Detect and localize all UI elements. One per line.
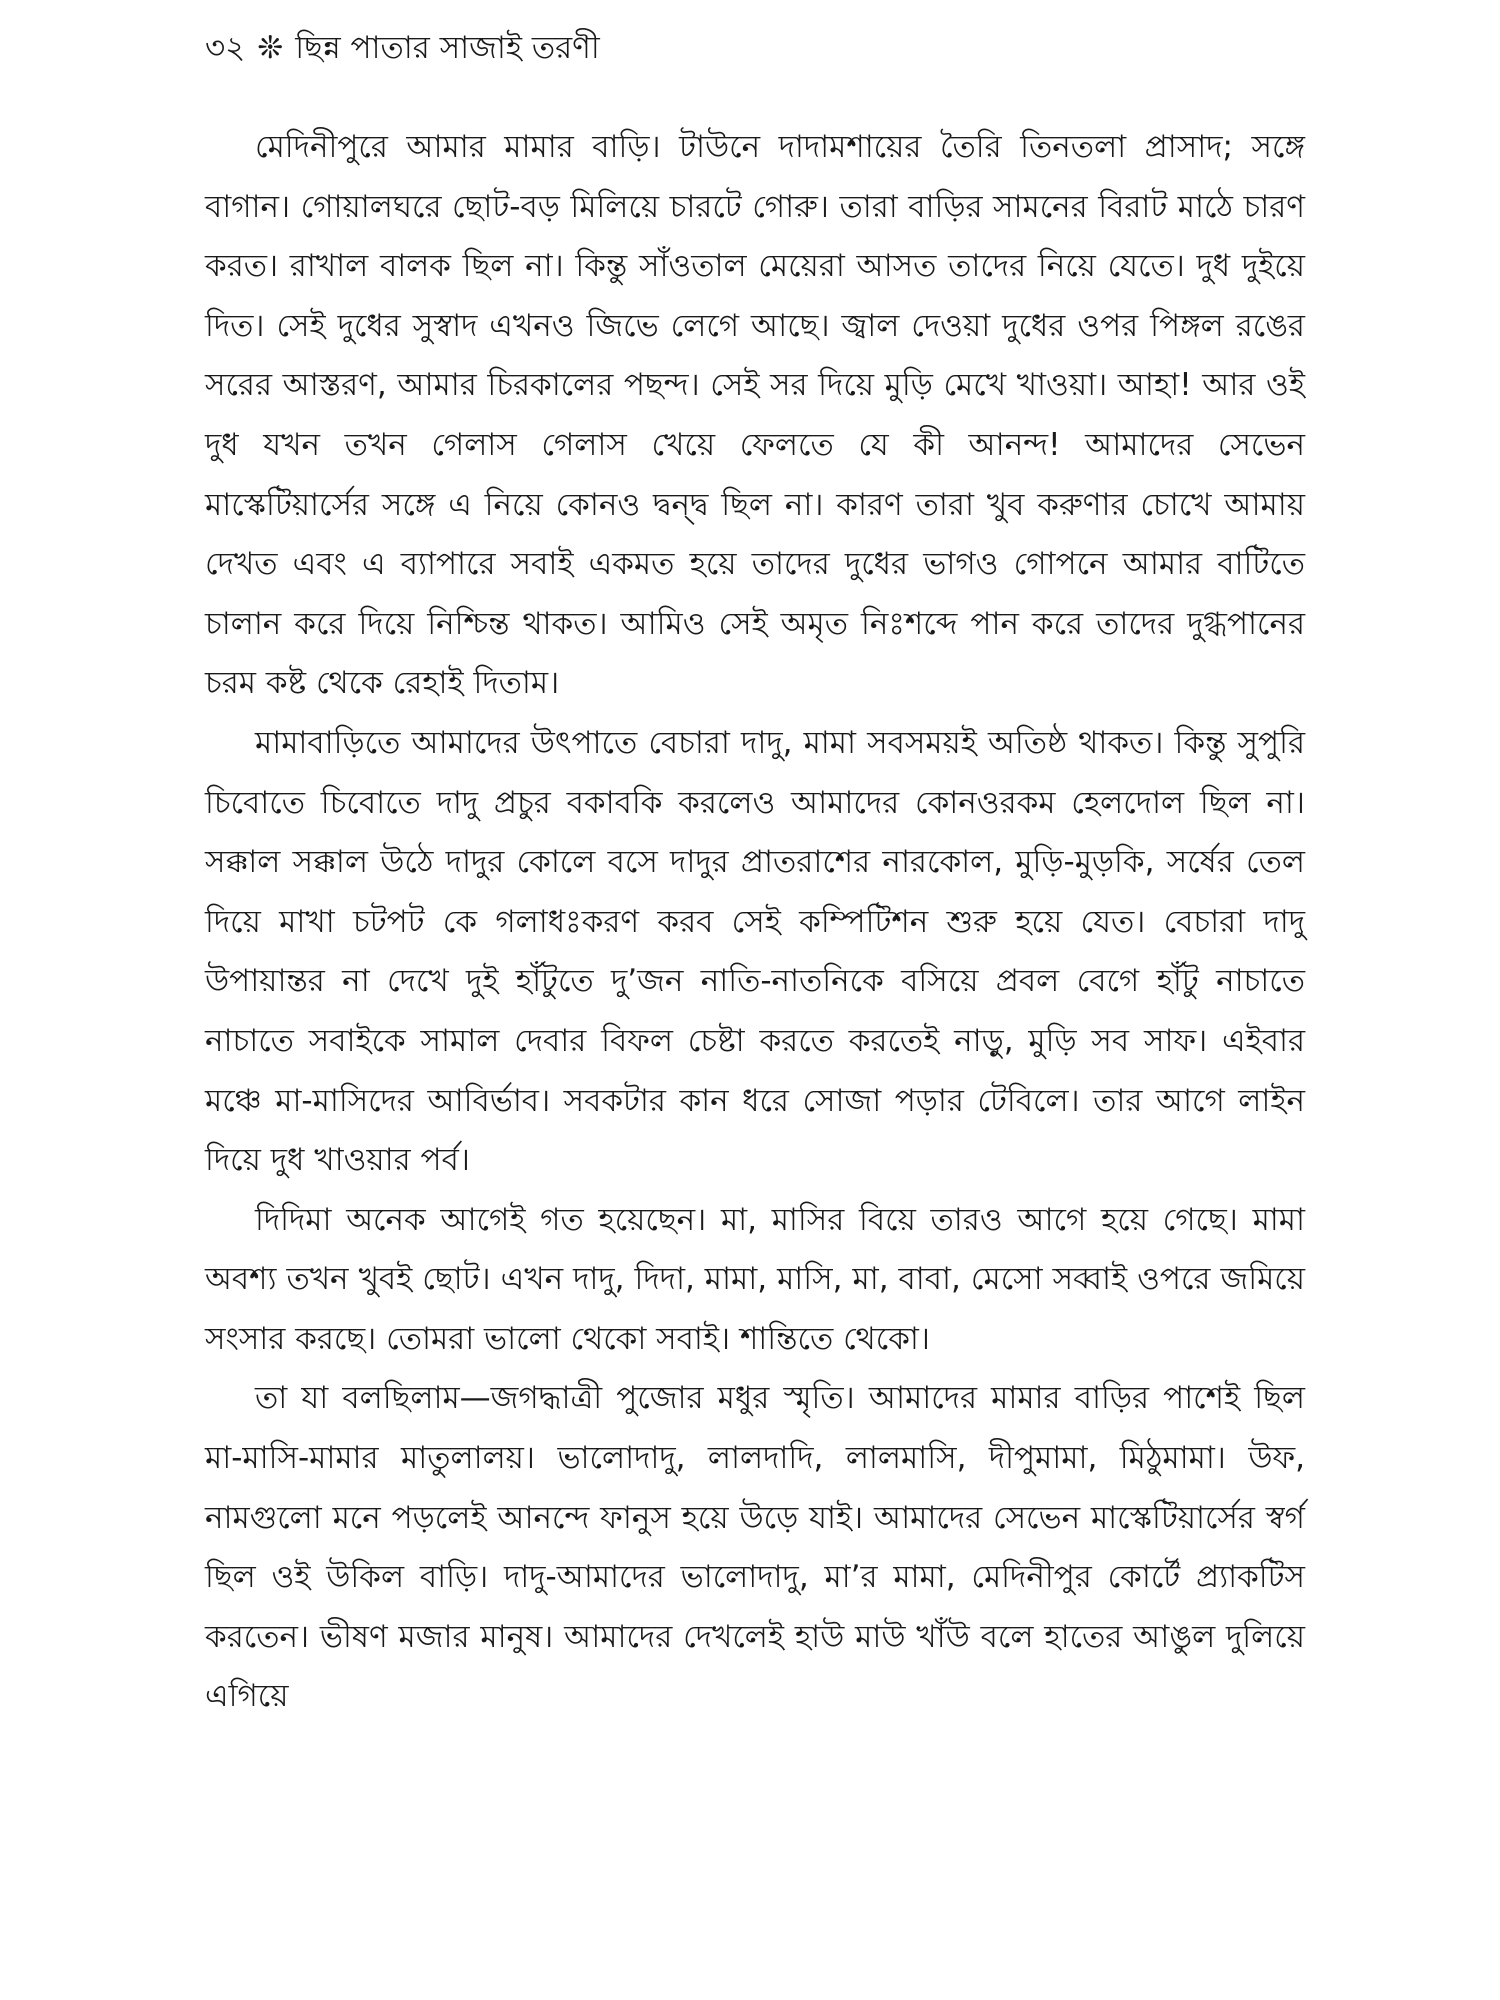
running-header xyxy=(205,26,600,70)
page-number: ৩২ xyxy=(205,30,246,66)
paragraph: মেদিনীপুরে আমার মামার বাড়ি। টাউনে দাদামশায়ের তৈরি তিনতলা প্রাসাদ; সঙ্গে বাগান। গোয়ালঘরে ছোট-বড় মিলিয়ে চারটে গোরু। তারা বাড়ির সামনের বিরাট মাঠে চারণ করত। রাখাল বালক ছিল না। কিন্তু সাঁওতাল মেয়েরা আসত তাদের নিয়ে যেতে। দুধ দুইয়ে দিত। সেই দুধের সুস্বাদ এখনও জিভে লেগে আছে। জ্বাল দেওয়া দুধের ওপর পিঙ্গল রঙের সরের আস্তরণ, আমার চিরকালের পছন্দ। সেই সর দিয়ে মুড়ি মেখে খাওয়া। আহা! আর ওই দুধ যখন তখন গেলাস গেলাস খেয়ে ফেলতে যে কী আনন্দ! আমাদের সেভেন মাস্কেটিয়ার্সের সঙ্গে এ নিয়ে কোনও দ্বন্দ্ব ছিল না। কারণ তারা খুব করুণার চোখে আমায় দেখত এবং এ ব্যাপারে সবাই একমত হয়ে তাদের দুধের ভাগও গোপনে আমার বাটিতে চালান করে দিয়ে নিশ্চিন্ত থাকত। আমিও সেই অমৃত নিঃশব্দে পান করে তাদের দুগ্ধপানের চরম কষ্ট থেকে রেহাই দিতাম। xyxy=(205,129,1305,702)
paragraph: দিদিমা অনেক আগেই গত হয়েছেন। মা, মাসির বিয়ে তারও আগে হয়ে গেছে। মামা অবশ্য তখন খুবই ছোট। এখন দাদু, দিদা, মামা, মাসি, মা, বাবা, মেসো সব্বাই ওপরে জমিয়ে সংসার করছে। তোমরা ভালো থেকো সবাই। শান্তিতে থেকো। xyxy=(205,1201,1305,1357)
paragraph: তা যা বলছিলাম—জগদ্ধাত্রী পুজোর মধুর স্মৃতি। আমাদের মামার বাড়ির পাশেই ছিল মা-মাসি-মামার মাতুলালয়। ভালোদাদু, লালদাদি, লালমাসি, দীপুমামা, মিঠুমামা। উফ, নামগুলো মনে পড়লেই আনন্দে ফানুস হয়ে উড়ে যাই। আমাদের সেভেন মাস্কেটিয়ার্সের স্বর্গ ছিল ওই উকিল বাড়ি। দাদু-আমাদের ভালোদাদু, মা’র মামা, মেদিনীপুর কোর্টে প্র্যাকটিস করতেন। ভীষণ মজার মানুষ। আমাদের দেখলেই হাউ মাউ খাঁউ বলে হাতের আঙুল দুলিয়ে এগিয়ে xyxy=(205,1380,1305,1715)
body-text xyxy=(205,118,1305,1727)
paragraph: মামাবাড়িতে আমাদের উৎপাতে বেচারা দাদু, মামা সবসময়ই অতিষ্ঠ থাকত। কিন্তু সুপুরি চিবোতে চিবোতে দাদু প্রচুর বকাবকি করলেও আমাদের কোনওরকম হেলদোল ছিল না। সক্কাল সক্কাল উঠে দাদুর কোলে বসে দাদুর প্রাতরাশের নারকোল, মুড়ি-মুড়কি, সর্ষের তেল দিয়ে মাখা চটপট কে গলাধঃকরণ করব সেই কম্পিটিশন শুরু হয়ে যেত। বেচারা দাদু উপায়ান্তর না দেখে দুই হাঁটুতে দু’জন নাতি-নাতনিকে বসিয়ে প্রবল বেগে হাঁটু নাচাতে নাচাতে সবাইকে সামাল দেবার বিফল চেষ্টা করতে করতেই নাড়ু, মুড়ি সব সাফ। এইবার মঞ্চে মা-মাসিদের আবির্ভাব। সবকটার কান ধরে সোজা পড়ার টেবিলে। তার আগে লাইন দিয়ে দুধ খাওয়ার পর্ব। xyxy=(205,724,1305,1179)
header-separator-icon: ❊ xyxy=(257,30,284,66)
book-title: ছিন্ন পাতার সাজাই তরণী xyxy=(295,30,600,66)
